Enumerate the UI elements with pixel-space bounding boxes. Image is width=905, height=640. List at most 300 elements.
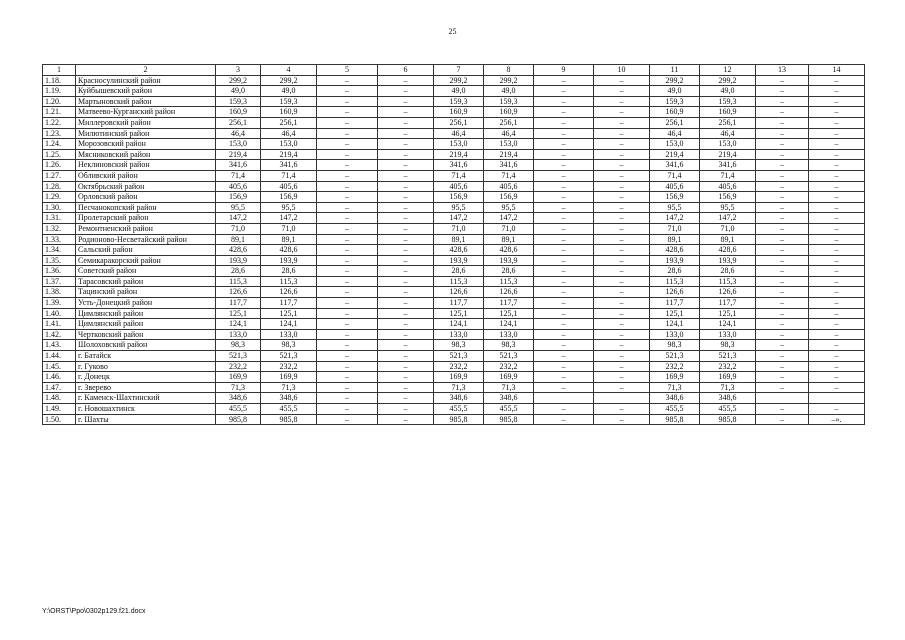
value-cell: 156,9 <box>216 192 261 203</box>
value-cell: – <box>378 181 434 192</box>
value-cell: – <box>534 213 594 224</box>
value-cell: 49,0 <box>261 86 317 97</box>
value-cell: – <box>534 319 594 330</box>
value-cell: 405,6 <box>261 181 317 192</box>
value-cell: – <box>317 298 378 309</box>
value-cell: 256,1 <box>216 117 261 128</box>
value-cell: 49,0 <box>434 86 484 97</box>
value-cell: – <box>534 75 594 86</box>
table-row <box>43 117 865 128</box>
district-name-cell: Цимлянский район <box>76 319 216 330</box>
value-cell: 95,5 <box>484 202 534 213</box>
value-cell: – <box>756 404 809 415</box>
value-cell: – <box>594 170 650 181</box>
value-cell: – <box>317 329 378 340</box>
value-cell: 117,7 <box>484 298 534 309</box>
value-cell: 28,6 <box>434 266 484 277</box>
table-row <box>43 213 865 224</box>
value-cell: – <box>317 245 378 256</box>
value-cell: 156,9 <box>650 192 700 203</box>
value-cell: 405,6 <box>700 181 756 192</box>
value-cell: – <box>378 160 434 171</box>
value-cell: 71,4 <box>484 170 534 181</box>
value-cell: – <box>809 340 865 351</box>
value-cell: – <box>534 266 594 277</box>
value-cell: – <box>594 139 650 150</box>
row-number-cell: 1.48. <box>43 393 76 404</box>
value-cell: – <box>809 372 865 383</box>
row-number-cell: 1.35. <box>43 255 76 266</box>
value-cell: – <box>534 308 594 319</box>
value-cell: – <box>756 287 809 298</box>
value-cell: 125,1 <box>700 308 756 319</box>
value-cell <box>534 393 594 404</box>
value-cell: – <box>756 117 809 128</box>
row-number-cell: 1.45. <box>43 361 76 372</box>
value-cell: – <box>317 234 378 245</box>
value-cell: 428,6 <box>261 245 317 256</box>
value-cell: – <box>317 382 378 393</box>
value-cell: 124,1 <box>484 319 534 330</box>
district-name-cell: г. Батайск <box>76 351 216 362</box>
row-number-cell: 1.33. <box>43 234 76 245</box>
value-cell: – <box>594 287 650 298</box>
row-number-cell: 1.41. <box>43 319 76 330</box>
district-name-cell: г. Шахты <box>76 414 216 425</box>
value-cell: – <box>317 107 378 118</box>
value-cell: – <box>534 382 594 393</box>
value-cell: – <box>378 234 434 245</box>
value-cell: – <box>534 404 594 415</box>
value-cell: 455,5 <box>434 404 484 415</box>
value-cell: 71,0 <box>484 223 534 234</box>
value-cell: – <box>756 75 809 86</box>
value-cell: 28,6 <box>700 266 756 277</box>
value-cell: 193,9 <box>650 255 700 266</box>
value-cell: – <box>378 96 434 107</box>
value-cell: 159,3 <box>700 96 756 107</box>
value-cell: – <box>317 414 378 425</box>
value-cell: – <box>378 361 434 372</box>
table-row <box>43 308 865 319</box>
value-cell: – <box>594 117 650 128</box>
column-header-13: 13 <box>756 65 809 76</box>
value-cell: – <box>378 117 434 128</box>
table-row <box>43 223 865 234</box>
value-cell: – <box>378 202 434 213</box>
value-cell: 71,3 <box>700 382 756 393</box>
table-row <box>43 181 865 192</box>
value-cell: 71,4 <box>261 170 317 181</box>
value-cell: 159,3 <box>650 96 700 107</box>
value-cell: – <box>594 86 650 97</box>
value-cell: – <box>378 86 434 97</box>
value-cell: – <box>809 361 865 372</box>
value-cell: – <box>378 266 434 277</box>
value-cell: 147,2 <box>216 213 261 224</box>
value-cell: 405,6 <box>484 181 534 192</box>
row-number-cell: 1.46. <box>43 372 76 383</box>
value-cell: 156,9 <box>434 192 484 203</box>
row-number-cell: 1.19. <box>43 86 76 97</box>
value-cell: – <box>756 351 809 362</box>
value-cell: 156,9 <box>261 192 317 203</box>
value-cell: – <box>534 86 594 97</box>
value-cell: 98,3 <box>434 340 484 351</box>
value-cell: – <box>534 160 594 171</box>
value-cell: 256,1 <box>700 117 756 128</box>
row-number-cell: 1.42. <box>43 329 76 340</box>
value-cell: 46,4 <box>216 128 261 139</box>
value-cell: 159,3 <box>216 96 261 107</box>
value-cell: 89,1 <box>434 234 484 245</box>
value-cell: – <box>534 414 594 425</box>
column-header-11: 11 <box>650 65 700 76</box>
value-cell: – <box>534 298 594 309</box>
value-cell: – <box>378 128 434 139</box>
value-cell: – <box>317 128 378 139</box>
value-cell: – <box>594 75 650 86</box>
value-cell: – <box>809 245 865 256</box>
value-cell: – <box>317 75 378 86</box>
row-number-cell: 1.30. <box>43 202 76 213</box>
value-cell: – <box>594 276 650 287</box>
value-cell: 232,2 <box>434 361 484 372</box>
value-cell: – <box>594 372 650 383</box>
value-cell: – <box>756 255 809 266</box>
column-header-9: 9 <box>534 65 594 76</box>
value-cell: 985,8 <box>484 414 534 425</box>
district-name-cell: Советский район <box>76 266 216 277</box>
row-number-cell: 1.36. <box>43 266 76 277</box>
value-cell: – <box>378 149 434 160</box>
district-name-cell: Чертковский район <box>76 329 216 340</box>
value-cell: – <box>594 245 650 256</box>
value-cell: – <box>809 86 865 97</box>
value-cell: – <box>317 170 378 181</box>
table-row <box>43 170 865 181</box>
value-cell: – <box>317 202 378 213</box>
value-cell: 341,6 <box>261 160 317 171</box>
value-cell: – <box>378 382 434 393</box>
row-number-cell: 1.28. <box>43 181 76 192</box>
district-name-cell: Семикаракорский район <box>76 255 216 266</box>
table-row <box>43 382 865 393</box>
district-name-cell: Сальский район <box>76 245 216 256</box>
value-cell: – <box>809 96 865 107</box>
value-cell: 348,6 <box>484 393 534 404</box>
value-cell: 98,3 <box>650 340 700 351</box>
value-cell: 117,7 <box>261 298 317 309</box>
value-cell: – <box>756 223 809 234</box>
row-number-cell: 1.39. <box>43 298 76 309</box>
value-cell: 95,5 <box>216 202 261 213</box>
column-header-14: 14 <box>809 65 865 76</box>
value-cell: – <box>317 255 378 266</box>
value-cell: – <box>809 266 865 277</box>
value-cell: 126,6 <box>700 287 756 298</box>
value-cell: – <box>594 361 650 372</box>
value-cell: 160,9 <box>700 107 756 118</box>
value-cell: 153,0 <box>484 139 534 150</box>
value-cell: – <box>378 393 434 404</box>
value-cell: 219,4 <box>484 149 534 160</box>
table-row <box>43 192 865 203</box>
value-cell: – <box>378 351 434 362</box>
value-cell: 125,1 <box>216 308 261 319</box>
table-row <box>43 107 865 118</box>
column-header-3: 3 <box>216 65 261 76</box>
value-cell: 71,0 <box>650 223 700 234</box>
table-row <box>43 329 865 340</box>
value-cell: 98,3 <box>216 340 261 351</box>
value-cell: – <box>809 160 865 171</box>
value-cell: 299,2 <box>484 75 534 86</box>
value-cell: – <box>317 361 378 372</box>
district-name-cell: Куйбышевский район <box>76 86 216 97</box>
value-cell: 71,0 <box>216 223 261 234</box>
district-name-cell: Мясниковский район <box>76 149 216 160</box>
value-cell: – <box>317 319 378 330</box>
table-row <box>43 75 865 86</box>
district-name-cell: г. Каменск-Шахтинский <box>76 393 216 404</box>
table-header-row <box>43 65 865 76</box>
value-cell: 71,3 <box>261 382 317 393</box>
column-header-12: 12 <box>700 65 756 76</box>
value-cell: 153,0 <box>434 139 484 150</box>
data-table <box>42 64 865 425</box>
value-cell: – <box>756 298 809 309</box>
value-cell: – <box>594 319 650 330</box>
value-cell: – <box>534 107 594 118</box>
district-name-cell: Тацинский район <box>76 287 216 298</box>
table-body <box>43 75 865 425</box>
value-cell: – <box>594 213 650 224</box>
value-cell: – <box>378 372 434 383</box>
value-cell: 160,9 <box>434 107 484 118</box>
value-cell: – <box>317 160 378 171</box>
value-cell: 219,4 <box>650 149 700 160</box>
value-cell: 219,4 <box>261 149 317 160</box>
value-cell: – <box>809 319 865 330</box>
value-cell: 521,3 <box>434 351 484 362</box>
value-cell: 126,6 <box>650 287 700 298</box>
value-cell: 46,4 <box>261 128 317 139</box>
value-cell: 348,6 <box>216 393 261 404</box>
value-cell: – <box>756 149 809 160</box>
column-header-5: 5 <box>317 65 378 76</box>
value-cell: 89,1 <box>216 234 261 245</box>
value-cell: 160,9 <box>650 107 700 118</box>
value-cell: 455,5 <box>650 404 700 415</box>
value-cell: – <box>317 149 378 160</box>
value-cell: – <box>378 223 434 234</box>
value-cell: 71,4 <box>700 170 756 181</box>
value-cell: – <box>378 107 434 118</box>
value-cell: – <box>317 117 378 128</box>
value-cell: 428,6 <box>216 245 261 256</box>
value-cell: 28,6 <box>484 266 534 277</box>
value-cell: 156,9 <box>484 192 534 203</box>
value-cell: – <box>378 255 434 266</box>
value-cell: 256,1 <box>650 117 700 128</box>
value-cell: 89,1 <box>650 234 700 245</box>
value-cell: 117,7 <box>700 298 756 309</box>
value-cell: 71,0 <box>261 223 317 234</box>
value-cell: 147,2 <box>650 213 700 224</box>
value-cell: 521,3 <box>700 351 756 362</box>
table-row <box>43 414 865 425</box>
value-cell: 341,6 <box>484 160 534 171</box>
value-cell: – <box>378 340 434 351</box>
value-cell: – <box>594 107 650 118</box>
value-cell: – <box>756 139 809 150</box>
value-cell: – <box>594 128 650 139</box>
value-cell: 71,3 <box>216 382 261 393</box>
column-header-10: 10 <box>594 65 650 76</box>
value-cell: 49,0 <box>216 86 261 97</box>
table-row <box>43 245 865 256</box>
value-cell: – <box>594 160 650 171</box>
table-row <box>43 128 865 139</box>
value-cell: – <box>594 181 650 192</box>
value-cell: 521,3 <box>261 351 317 362</box>
value-cell: – <box>534 139 594 150</box>
table-row <box>43 340 865 351</box>
value-cell: 71,0 <box>700 223 756 234</box>
value-cell: – <box>594 340 650 351</box>
value-cell: – <box>594 149 650 160</box>
value-cell: – <box>534 202 594 213</box>
value-cell: – <box>317 340 378 351</box>
value-cell: 71,3 <box>434 382 484 393</box>
district-name-cell: Орловский район <box>76 192 216 203</box>
value-cell: 159,3 <box>484 96 534 107</box>
value-cell: 124,1 <box>261 319 317 330</box>
value-cell: 160,9 <box>484 107 534 118</box>
value-cell: 125,1 <box>434 308 484 319</box>
value-cell: – <box>809 255 865 266</box>
value-cell: 299,2 <box>700 75 756 86</box>
value-cell: 117,7 <box>650 298 700 309</box>
value-cell: – <box>378 329 434 340</box>
value-cell: 299,2 <box>261 75 317 86</box>
value-cell: – <box>809 404 865 415</box>
value-cell: 193,9 <box>261 255 317 266</box>
value-cell: 455,5 <box>484 404 534 415</box>
value-cell: – <box>534 340 594 351</box>
value-cell: – <box>317 287 378 298</box>
value-cell: – <box>378 404 434 415</box>
district-name-cell: Милютинский район <box>76 128 216 139</box>
value-cell: – <box>594 223 650 234</box>
value-cell: – <box>317 372 378 383</box>
value-cell: 428,6 <box>434 245 484 256</box>
value-cell: – <box>756 192 809 203</box>
table-row <box>43 139 865 150</box>
table-row <box>43 404 865 415</box>
row-number-cell: 1.43. <box>43 340 76 351</box>
district-name-cell: Шолоховский район <box>76 340 216 351</box>
value-cell: 159,3 <box>434 96 484 107</box>
table-row <box>43 287 865 298</box>
district-name-cell: Миллеровский район <box>76 117 216 128</box>
value-cell: – <box>534 361 594 372</box>
value-cell: 521,3 <box>216 351 261 362</box>
value-cell: 428,6 <box>700 245 756 256</box>
value-cell: – <box>756 266 809 277</box>
row-number-cell: 1.29. <box>43 192 76 203</box>
value-cell: – <box>809 329 865 340</box>
value-cell: – <box>317 223 378 234</box>
row-number-cell: 1.22. <box>43 117 76 128</box>
value-cell: 28,6 <box>261 266 317 277</box>
value-cell: 115,3 <box>650 276 700 287</box>
value-cell: – <box>534 372 594 383</box>
column-header-7: 7 <box>434 65 484 76</box>
value-cell: 169,9 <box>261 372 317 383</box>
value-cell: 341,6 <box>700 160 756 171</box>
row-number-cell: 1.18. <box>43 75 76 86</box>
value-cell: – <box>809 181 865 192</box>
value-cell: 89,1 <box>484 234 534 245</box>
value-cell: – <box>534 255 594 266</box>
value-cell: – <box>756 319 809 330</box>
value-cell: 71,3 <box>650 382 700 393</box>
value-cell: – <box>809 223 865 234</box>
value-cell: 219,4 <box>216 149 261 160</box>
table-row <box>43 298 865 309</box>
value-cell: – <box>534 192 594 203</box>
value-cell: 115,3 <box>261 276 317 287</box>
value-cell: 405,6 <box>650 181 700 192</box>
value-cell: 219,4 <box>434 149 484 160</box>
value-cell: 160,9 <box>216 107 261 118</box>
value-cell: 46,4 <box>434 128 484 139</box>
district-name-cell: Родионово-Несветайский район <box>76 234 216 245</box>
value-cell: 133,0 <box>216 329 261 340</box>
value-cell: – <box>809 192 865 203</box>
value-cell <box>756 393 809 404</box>
row-number-cell: 1.31. <box>43 213 76 224</box>
value-cell: – <box>594 266 650 277</box>
table-row <box>43 319 865 330</box>
value-cell: – <box>594 192 650 203</box>
value-cell: 219,4 <box>700 149 756 160</box>
value-cell: 125,1 <box>261 308 317 319</box>
value-cell: 405,6 <box>434 181 484 192</box>
value-cell: 455,5 <box>261 404 317 415</box>
row-number-cell: 1.24. <box>43 139 76 150</box>
row-number-cell: 1.47. <box>43 382 76 393</box>
value-cell: 71,4 <box>216 170 261 181</box>
value-cell: 232,2 <box>700 361 756 372</box>
value-cell: 95,5 <box>434 202 484 213</box>
row-number-cell: 1.50. <box>43 414 76 425</box>
column-header-2: 2 <box>76 65 216 76</box>
value-cell: 256,1 <box>261 117 317 128</box>
value-cell: 299,2 <box>434 75 484 86</box>
value-cell <box>594 393 650 404</box>
value-cell: 521,3 <box>484 351 534 362</box>
value-cell: 348,6 <box>700 393 756 404</box>
value-cell: 299,2 <box>650 75 700 86</box>
value-cell: 985,8 <box>700 414 756 425</box>
value-cell: – <box>756 340 809 351</box>
value-cell: – <box>378 287 434 298</box>
value-cell: 985,8 <box>434 414 484 425</box>
value-cell: 95,5 <box>700 202 756 213</box>
